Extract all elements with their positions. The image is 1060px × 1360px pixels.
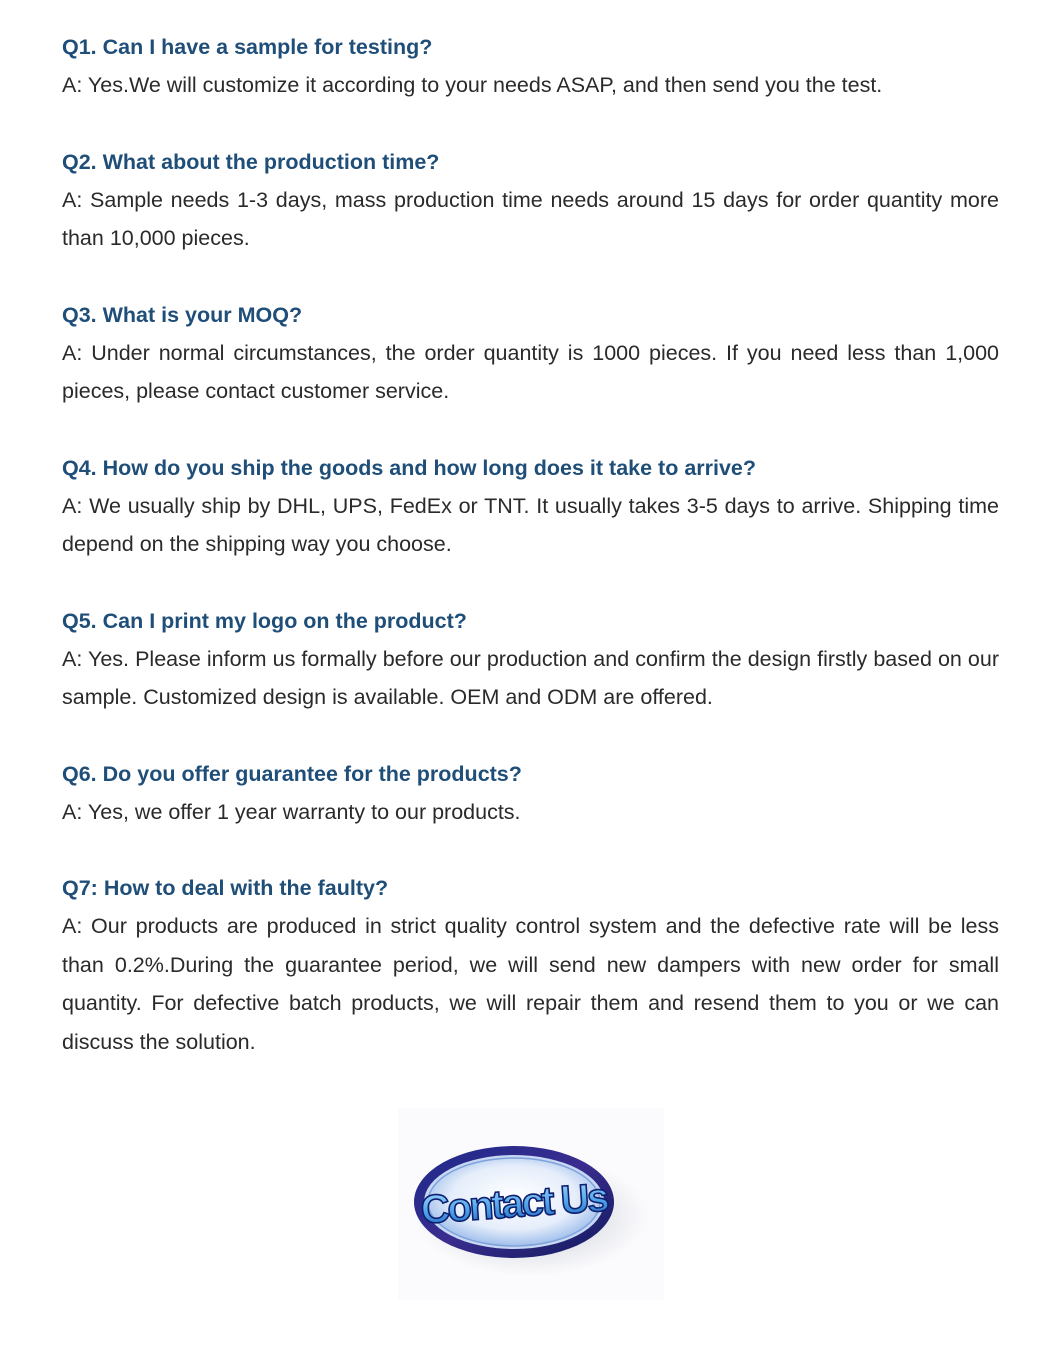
faq-answer-3: A: Under normal circumstances, the order quantity is 1000 pieces. If you need less than 1,000 pieces, please contact customer service. [62, 340, 999, 403]
contact-us-logo-icon [398, 1108, 664, 1300]
faq-answer-4: A: We usually ship by DHL, UPS, FedEx or TNT. It usually takes 3-5 days to arrive. Shipping time depend on the shipping way you choose. [62, 493, 999, 556]
faq-item-7 [62, 869, 999, 1061]
faq-answer-6: A: Yes, we offer 1 year warranty to our products. [62, 799, 521, 824]
faq-item-6 [62, 755, 999, 832]
faq-question-7: Q7: How to deal with the faulty? [62, 876, 389, 900]
faq-item-1 [62, 28, 999, 105]
contact-us-badge[interactable] [398, 1108, 664, 1300]
faq-question-2: Q2. What about the production time? [62, 149, 440, 174]
faq-item-4 [62, 449, 999, 564]
faq-question-5: Q5. Can I print my logo on the product? [62, 608, 467, 633]
faq-list [62, 28, 999, 1099]
contact-us-text: Contact Us [419, 1175, 609, 1233]
faq-item-3 [62, 296, 999, 411]
faq-question-6: Q6. Do you offer guarantee for the products? [62, 761, 522, 786]
faq-item-5 [62, 602, 999, 717]
faq-question-3: Q3. What is your MOQ? [62, 302, 303, 327]
faq-item-2 [62, 143, 999, 258]
faq-answer-2: A: Sample needs 1-3 days, mass production time needs around 15 days for order quantity more than 10,000 pieces. [62, 187, 999, 250]
faq-answer-1: A: Yes.We will customize it according to your needs ASAP, and then send you the test. [62, 73, 883, 97]
faq-question-4: Q4. How do you ship the goods and how long does it take to arrive? [62, 455, 757, 480]
faq-answer-5: A: Yes. Please inform us formally before our production and confirm the design firstly based on our sample. Customized design is available. OEM and ODM are offered. [62, 646, 999, 709]
faq-answer-7: A: Our products are produced in strict quality control system and the defective rate will be less than 0.2%.During the guarantee period, we will send new dampers with new order for small quantity. For defective batch products, we will repair them and resend them to you or we can discuss the solution. [62, 914, 999, 1054]
faq-question-1: Q1. Can I have a sample for testing? [62, 35, 433, 59]
